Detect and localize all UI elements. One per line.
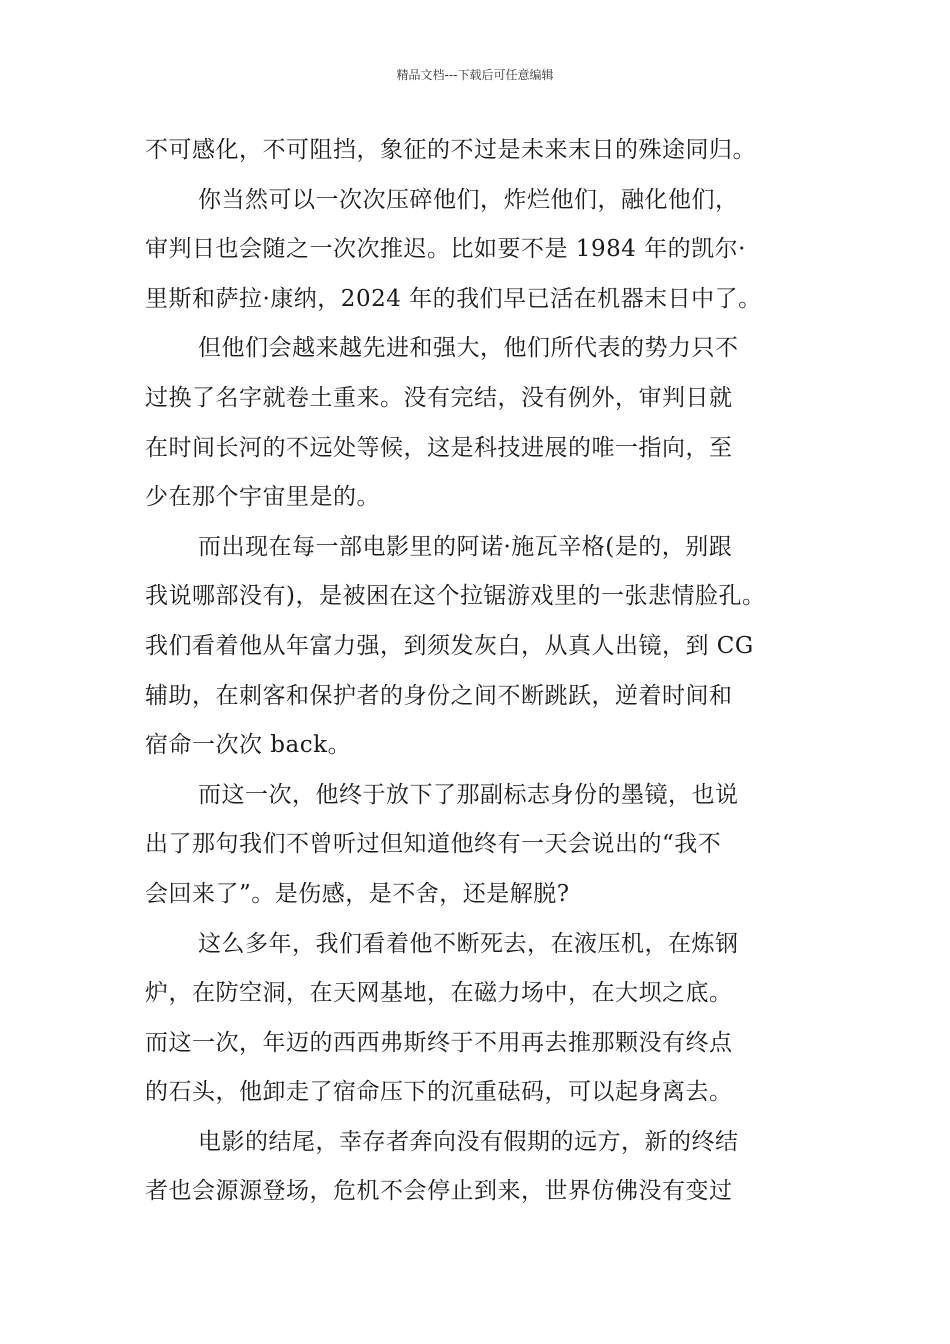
text-line: 而这一次，他终于放下了那副标志身份的墨镜，也说 bbox=[198, 781, 739, 808]
text-line: 者也会源源登场，危机不会停止到来，世界仿佛没有变过 bbox=[145, 1178, 733, 1205]
text-line: 不可感化，不可阻挡，象征的不过是未来末日的殊途同归。 bbox=[145, 137, 756, 163]
text-line: 少在那个宇宙里是的。 bbox=[145, 484, 380, 511]
text-line: 宿命一次次 back。 bbox=[145, 732, 352, 759]
text-line: 出了那句我们不曾听过但知道他终有一天会说出的“我不 bbox=[145, 831, 722, 858]
text-line: 炉，在防空洞，在天网基地，在磁力场中，在大坝之底。 bbox=[145, 980, 733, 1007]
text-line: 你当然可以一次次压碎他们，炸烂他们，融化他们， bbox=[198, 186, 739, 213]
text-line: 过换了名字就卷土重来。没有完结，没有例外，审判日就 bbox=[145, 384, 733, 411]
text-line: 的石头，他卸走了宿命压下的沉重砝码，可以起身离去。 bbox=[145, 1079, 733, 1106]
text-line: 而这一次，年迈的西西弗斯终于不用再去推那颗没有终点 bbox=[145, 1029, 733, 1056]
text-line: 辅助，在刺客和保护者的身份之间不断跳跃，逆着时间和 bbox=[145, 682, 733, 709]
text-line: 审判日也会随之一次次推迟。比如要不是 1984 年的凯尔· bbox=[145, 236, 746, 263]
text-line: 我说哪部没有)，是被困在这个拉锯游戏里的一张悲情脸孔。 bbox=[145, 583, 766, 610]
text-line: 电影的结尾，幸存者奔向没有假期的远方，新的终结 bbox=[198, 1128, 739, 1155]
text-line: 这么多年，我们看着他不断死去，在液压机，在炼钢 bbox=[198, 930, 739, 957]
text-line: 我们看着他从年富力强，到须发灰白，从真人出镜，到 CG bbox=[145, 632, 754, 659]
page-header: 精品文档---下载后可任意编辑 bbox=[396, 68, 554, 82]
text-line: 而出现在每一部电影里的阿诺·施瓦辛格(是的，别跟 bbox=[198, 533, 733, 560]
text-line: 里斯和萨拉·康纳，2024 年的我们早已活在机器末日中了。 bbox=[145, 285, 762, 312]
document-body bbox=[145, 126, 815, 1217]
text-line: 在时间长河的不远处等候，这是科技进展的唯一指向，至 bbox=[145, 434, 733, 461]
text-line: 会回来了”。是伤感，是不舍，还是解脱? bbox=[145, 880, 570, 907]
text-line: 但他们会越来越先进和强大，他们所代表的势力只不 bbox=[198, 335, 739, 362]
